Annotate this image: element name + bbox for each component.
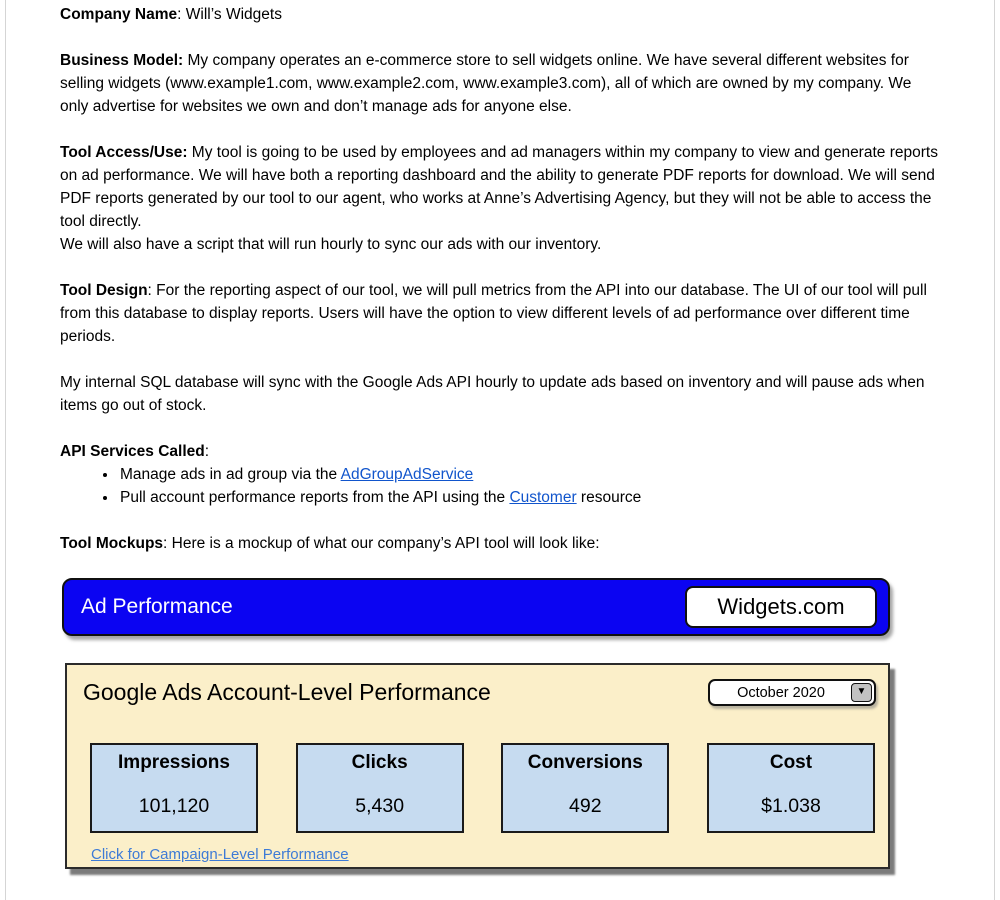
- panel-title: Google Ads Account-Level Performance: [83, 679, 491, 705]
- list-item: [118, 486, 941, 509]
- month-selector-value: October 2020: [737, 684, 825, 701]
- metric-label: Clicks: [351, 752, 408, 773]
- metric-card-cost: [707, 743, 875, 833]
- metric-value: 5,430: [355, 795, 405, 817]
- tool-access-text: My tool is going to be used by employees and ad managers within my company to view and generate reports on ad performance. We will have both a reporting dashboard and the ability to generate PDF reports for download. We will send PDF reports generated by our tool to our agent, who works at Anne’s Advertising Agency, but they will not be able to access the tool directly.: [60, 144, 938, 230]
- list-item: [118, 463, 941, 486]
- metric-card-impressions: [90, 743, 258, 833]
- company-name-value: : Will’s Widgets: [177, 6, 282, 23]
- api-services-label: API Services Called: [60, 443, 205, 460]
- tool-design-paragraph: [60, 279, 941, 348]
- metric-label: Impressions: [118, 752, 230, 773]
- metric-value: $1.038: [761, 795, 821, 817]
- api-services-heading: [60, 440, 941, 463]
- business-model-label: Business Model:: [60, 52, 184, 69]
- sql-database-paragraph: [60, 371, 941, 417]
- business-model-paragraph: [60, 49, 941, 118]
- bullet1-text: Manage ads in ad group via the: [120, 466, 341, 483]
- tool-design-text: : For the reporting aspect of our tool, we will pull metrics from the API into our database. The UI of our tool will pull from this database to display reports. Users will have the option to view different levels of ad performance over different time periods.: [60, 282, 927, 345]
- tool-access-paragraph: [60, 141, 941, 256]
- month-selector-dropdown[interactable]: [708, 679, 876, 706]
- chevron-down-icon[interactable]: ▼: [851, 683, 872, 702]
- bullet2-text: Pull account performance reports from the API using the: [120, 489, 510, 506]
- tool-access-label: Tool Access/Use:: [60, 144, 188, 161]
- tool-mockups-label: Tool Mockups: [60, 535, 164, 552]
- account-performance-panel: [65, 663, 890, 869]
- bullet2-text-post: resource: [576, 489, 642, 506]
- panel-header-row: [67, 665, 888, 706]
- sql-database-text: My internal SQL database will sync with the Google Ads API hourly to update ads based on inventory and will pause ads when items go out of stock.: [60, 374, 925, 414]
- company-name-line: [60, 3, 941, 26]
- metric-card-clicks: [296, 743, 464, 833]
- tool-design-label: Tool Design: [60, 282, 148, 299]
- metric-cards-row: [67, 706, 888, 833]
- metric-value: 492: [569, 795, 602, 817]
- widgets-site-button[interactable]: Widgets.com: [685, 586, 877, 628]
- company-name-label: Company Name: [60, 6, 178, 23]
- business-model-text: My company operates an e-commerce store to sell widgets online. We have several different websites for selling widgets (www.example1.com, www.example2.com, www.example3.com), all of which are owned by my company. We only advertise for websites we own and don’t manage ads for anyone else.: [60, 52, 912, 115]
- api-services-colon: :: [204, 443, 210, 460]
- mockup-header-bar: [62, 578, 890, 636]
- tool-mockups-text: : Here is a mockup of what our company’s API tool will look like:: [163, 535, 600, 552]
- tool-mockups-paragraph: [60, 532, 941, 555]
- mockup-page-title: Ad Performance: [81, 595, 233, 618]
- api-services-list: [60, 463, 941, 509]
- tool-access-text-line2: We will also have a script that will run hourly to sync our ads with our inventory.: [60, 236, 602, 253]
- campaign-level-performance-link[interactable]: Click for Campaign-Level Performance: [91, 846, 349, 863]
- document-page: [5, 0, 995, 900]
- customer-link[interactable]: Customer: [509, 489, 577, 506]
- metric-value: 101,120: [138, 795, 210, 817]
- metric-card-conversions: [501, 743, 669, 833]
- metric-label: Conversions: [527, 752, 643, 773]
- metric-label: Cost: [769, 752, 813, 773]
- adgroupadservice-link[interactable]: AdGroupAdService: [340, 466, 474, 483]
